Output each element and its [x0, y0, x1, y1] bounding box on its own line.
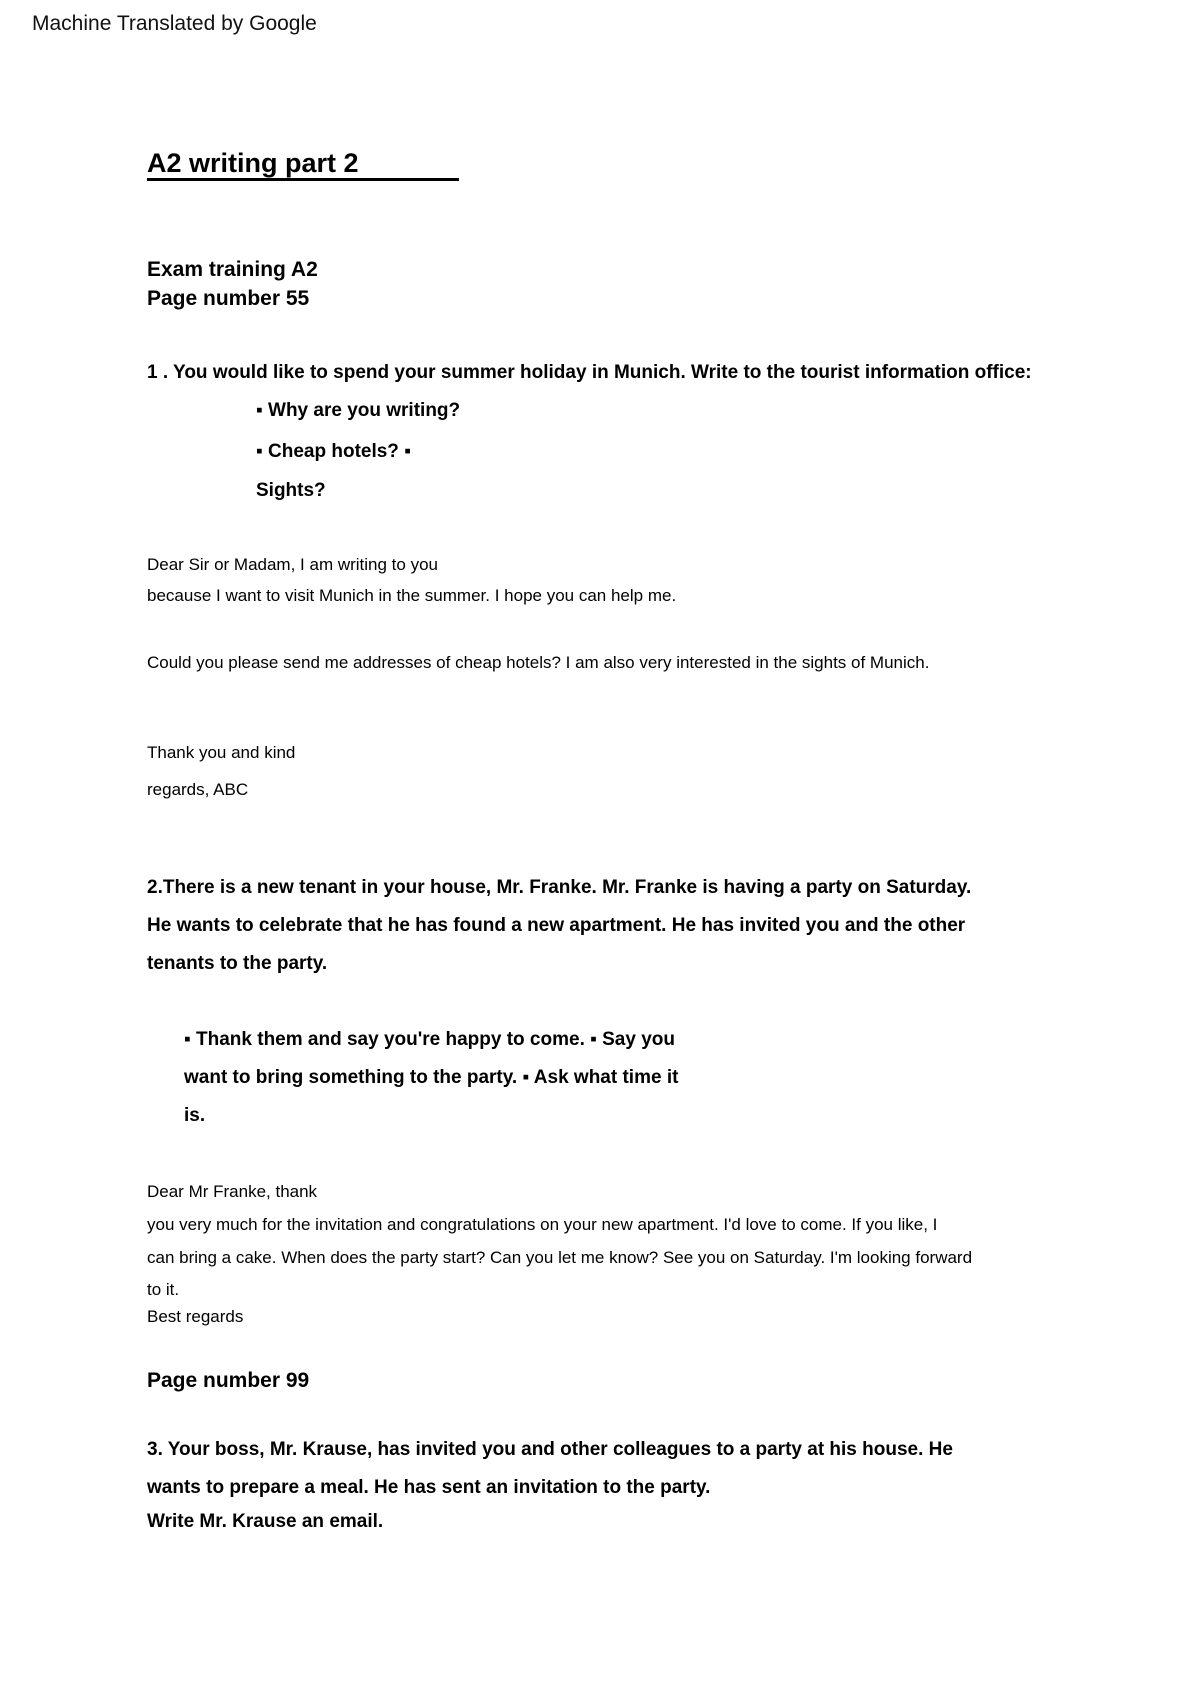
page-reference: Page number 55	[147, 287, 310, 310]
task-2-letter-line: can bring a cake. When does the party start? Can you let me know? See you on Saturday. I'm looking forward	[147, 1248, 973, 1267]
document-title: A2 writing part 2	[147, 148, 359, 178]
task-2-letter-line: to it.	[147, 1280, 180, 1299]
task-2-bullet-line: want to bring something to the party. ▪ Ask what time it	[184, 1067, 679, 1088]
task-2-letter-line: Best regards	[147, 1307, 244, 1326]
task-1-letter-line: regards, ABC	[147, 780, 249, 799]
task-1-bullet: ▪ Why are you writing?	[256, 400, 461, 421]
task-2-letter-line: Dear Mr Franke, thank	[147, 1182, 318, 1201]
page-reference: Page number 99	[147, 1369, 310, 1392]
task-3-prompt-line: wants to prepare a meal. He has sent an invitation to the party.	[147, 1477, 711, 1498]
task-1-letter-line: Thank you and kind	[147, 743, 296, 762]
task-1-letter-line: because I want to visit Munich in the summer. I hope you can help me.	[147, 586, 677, 605]
task-1-bullet: ▪ Cheap hotels? ▪	[256, 441, 411, 462]
task-2-prompt-line: He wants to celebrate that he has found a new apartment. He has invited you and the other	[147, 915, 966, 936]
task-2-letter-line: you very much for the invitation and congratulations on your new apartment. I'd love to come. If you like, I	[147, 1215, 938, 1234]
title-underline	[147, 178, 459, 181]
task-3-prompt-line: 3. Your boss, Mr. Krause, has invited you and other colleagues to a party at his house. He	[147, 1439, 953, 1460]
task-1-letter-line: Could you please send me addresses of cheap hotels? I am also very interested in the sights of Munich.	[147, 653, 930, 672]
task-1-bullet: Sights?	[256, 480, 326, 501]
task-3-prompt-line: Write Mr. Krause an email.	[147, 1511, 384, 1532]
task-2-prompt-line: tenants to the party.	[147, 953, 328, 974]
translation-notice: Machine Translated by Google	[32, 12, 317, 35]
task-1-letter-line: Dear Sir or Madam, I am writing to you	[147, 555, 438, 574]
task-1-prompt: 1 . You would like to spend your summer holiday in Munich. Write to the tourist information office:	[147, 362, 1032, 383]
task-2-bullet-line: ▪ Thank them and say you're happy to come. ▪ Say you	[184, 1029, 676, 1050]
section-heading: Exam training A2	[147, 258, 318, 281]
task-2-bullet-line: is.	[184, 1105, 206, 1126]
task-2-prompt-line: 2.There is a new tenant in your house, Mr. Franke. Mr. Franke is having a party on Saturday.	[147, 877, 972, 898]
